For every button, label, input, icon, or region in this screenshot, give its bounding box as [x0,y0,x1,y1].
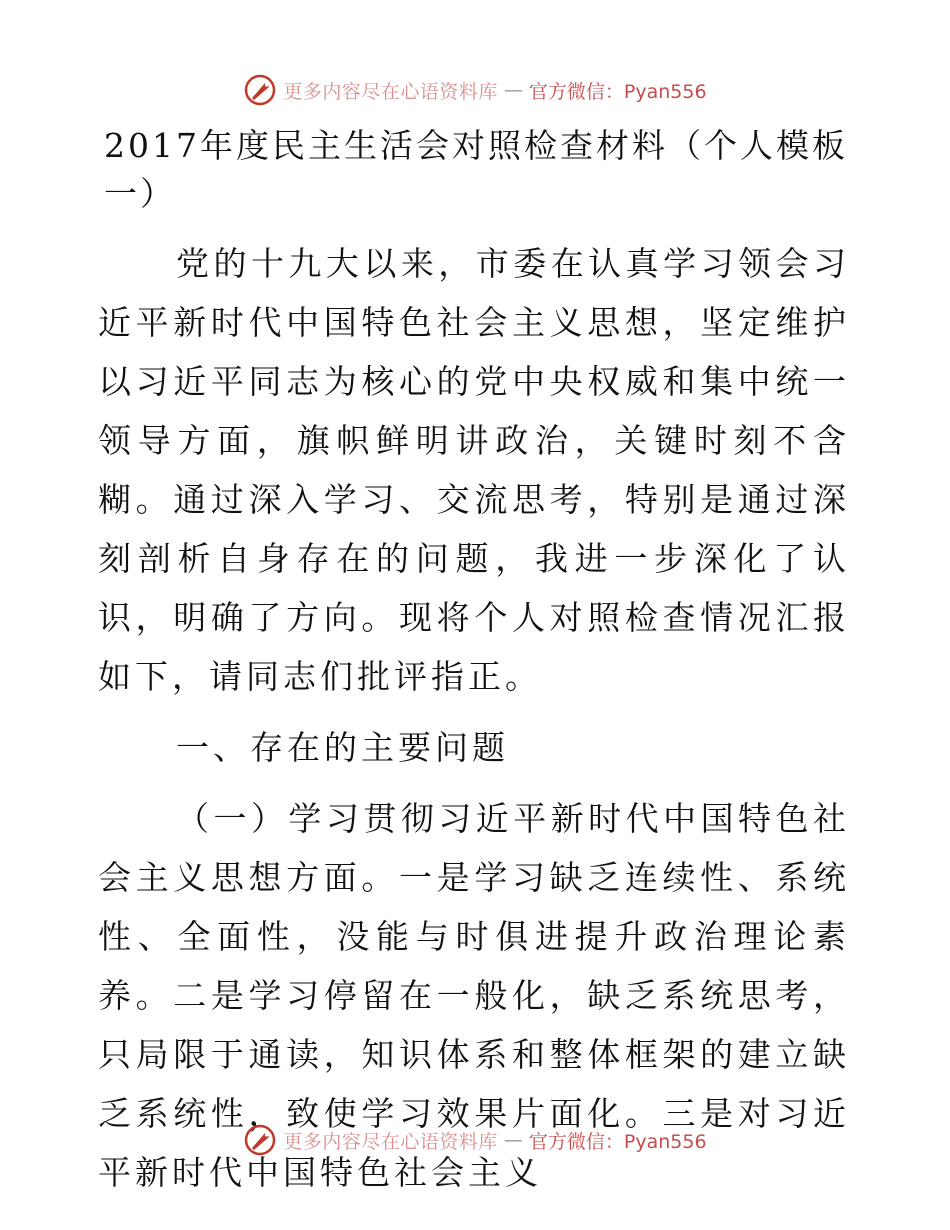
watermark-contact: 官方微信：Pyan556 [528,80,707,103]
watermark-separator: — [503,79,523,101]
document-body [98,122,850,1202]
watermark-text: 更多内容尽在心语资料库 [283,80,498,103]
pen-nib-circle-icon [243,73,277,107]
pen-nib-circle-icon [243,1123,277,1157]
intro-paragraph: 党的十九大以来，市委在认真学习领会习近平新时代中国特色社会主义思想，坚定维护以习近平同志为核心的党中央权威和集中统一领导方面，旗帜鲜明讲政治，关键时刻不含糊。通过深入学习、交流思考，特别是通过深刻剖析自身存在的问题，我进一步深化了认识，明确了方向。现将个人对照检查情况汇报如下，请同志们批评指正。 [98,244,850,696]
footer-watermark [0,1120,950,1160]
section-heading: 一、存在的主要问题 [176,728,509,767]
watermark-contact: 官方微信：Pyan556 [528,1130,707,1153]
watermark-separator: — [503,1129,523,1151]
header-watermark [0,70,950,110]
document-title: 2017年度民主生活会对照检查材料（个人模板一） [104,126,848,213]
watermark-text: 更多内容尽在心语资料库 [283,1130,498,1153]
section-paragraph: （一）学习贯彻习近平新时代中国特色社会主义思想方面。一是学习缺乏连续性、系统性、全面性，没能与时俱进提升政治理论素养。二是学习停留在一般化，缺乏系统思考，只局限于通读，知识体系和整体框架的建立缺乏系统性，致使学习效果片面化。三是对习近平新时代中国特色社会主义 [98,799,850,1192]
